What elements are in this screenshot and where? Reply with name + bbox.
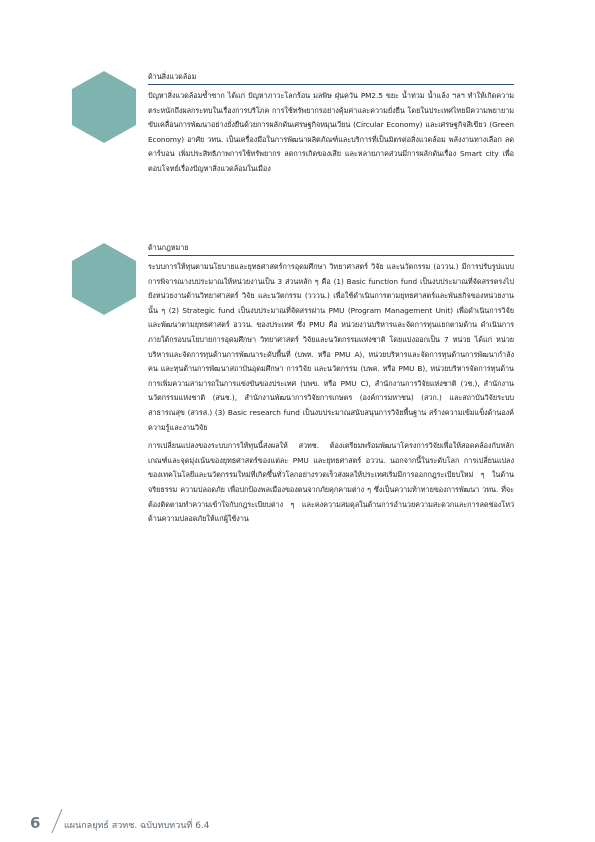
slash-divider-icon <box>50 808 64 834</box>
section-law <box>148 243 514 527</box>
section-environment <box>148 72 514 177</box>
paragraph-law-2: การเปลี่ยนแปลงของระบบการให้ทุนนี้ส่งผลให้ สวทช. ต้องเตรียมพร้อมพัฒนาโครงการวิจัยเพื่อให้สอดคล้องกับหลักเกณฑ์และจุดมุ่งเน้นของยุทธศาสตร์ของแต่ละ PMU และยุทธศาสตร์ อววน. นอกจากนี้ในระดับโลก การเปลี่ยนแปลงของเทคโนโลยีและนวัตกรรมใหม่ที่เกิดขึ้นทั่วโลกอย่างรวดเร็วส่งผลให้ประเทศเริ่มมีการออกกฎระเบียบใหม่ ๆ ในด้านจริยธรรม ความปลอดภัย เพื่อปกป้องพลเมืองของตนจากภัยคุกคามต่าง ๆ ซึ่งเป็นความท้าทายของการพัฒนา วทน. ที่จะต้องติดตามทำความเข้าใจกับกฎระเบียบต่าง ๆ และคงความสมดุลในด้านการอำนวยความสะดวกและการลดช่องโหว่ด้านความปลอดภัยให้แก่ผู้ใช้งาน <box>148 441 514 524</box>
paragraph-law-1: ระบบการให้ทุนตามนโยบายและยุทธศาสตร์การอุดมศึกษา วิทยาศาสตร์ วิจัย และนวัตกรรม (อววน.) มีการปรับรูปแบบการพิจารณางบประมาณให้หน่วยงานเป็น 3 ส่วนหลัก ๆ คือ (1) Basic function fund เป็นงบประมาณที่จัดสรรตรงไปยังหน่วยงานด้านวิทยาศาสตร์ วิจัย และนวัตกรรม (วววน.) เพื่อใช้ดำเนินการตามยุทธศาสตร์และพันธกิจของหน่วยงานนั้น ๆ (2) Strategic fund เป็นงบประมาณที่จัดสรรผ่าน PMU (Program Management Unit) เพื่อดำเนินการวิจัยและพัฒนาตามยุทธศาสตร์ อววน. ของประเทศ ซึ่ง PMU คือ หน่วยงานบริหารและจัดการทุนแยกตามด้าน ดำเนินการภายใต้กรอบนโยบายการอุดมศึกษา วิทยาศาสตร์ วิจัยและนวัตกรรมแห่งชาติ โดยแบ่งออกเป็น 7 หน่วย ได้แก่ หน่วยบริหารและจัดการทุนด้านการพัฒนาระดับพื้นที่ (บพท. หรือ PMU A), หน่วยบริหารและจัดการทุนด้านการพัฒนากำลังคน และทุนด้านการพัฒนาสถาบันอุดมศึกษา การวิจัย และนวัตกรรม (บพค. หรือ PMU B), หน่วยบริหารจัดการทุนด้านการเพิ่มความสามารถในการแข่งขันของประเทศ (บพข. หรือ PMU C), สำนักงานการวิจัยแห่งชาติ (วช.), สำนักงานนวัตกรรมแห่งชาติ (สนช.), สำนักงานพัฒนาการวิจัยการเกษตร (องค์การมหาชน) (สวก.) และสถาบันวิจัยระบบสาธารณสุข (สวรส.) (3) Basic research fund เป็นงบประมาณสนับสนุนการวิจัยพื้นฐาน สร้างความเข้มแข็งด้านองค์ความรู้และงานวิจัย <box>148 262 514 432</box>
section-title-law: ด้านกฎหมาย <box>148 243 189 252</box>
section-divider <box>148 255 514 256</box>
paragraph-environment: ปัญหาสิ่งแวดล้อมซ้ำซาก ได้แก่ ปัญหาภาวะโลกร้อน มลพิษ ฝุ่นควัน PM2.5 ขยะ น้ำท่วม น้ำแล้ง ฯลฯ ทำให้เกิดความตระหนักถึงผลกระทบในเรื่องการบริโภค การใช้ทรัพยากรอย่างคุ้มค่าและความยั่งยืน โดยในประเทศไทยมีความพยายามขับเคลื่อนการพัฒนาอย่างยั่งยืนด้วยการผลักดันเศรษฐกิจหมุนเวียน (Circular Economy) และเศรษฐกิจสีเขียว (Green Economy) อาศัย วทน. เป็นเครื่องมือในการพัฒนาผลิตภัณฑ์และบริการที่เป็นมิตรต่อสิ่งแวดล้อม พลังงานทางเลือก ลดคาร์บอน เพิ่มประสิทธิภาพการใช้ทรัพยากร ลดการเกิดของเสีย และหลายภาคส่วนมีการผลักดันเรื่อง Smart city เพื่อตอบโจทย์เรื่องปัญหาสิ่งแวดล้อมในเมือง <box>148 91 514 173</box>
section-divider <box>148 84 514 85</box>
page-footer <box>30 814 290 838</box>
footer-title: แผนกลยุทธ์ สวทช. ฉบับทบทวนที่ 6.4 <box>64 821 210 831</box>
section-title-environment: ด้านสิ่งแวดล้อม <box>148 72 197 81</box>
hexagon-decoration-environment <box>72 71 136 143</box>
page-number: 6 <box>30 814 41 832</box>
hexagon-decoration-law <box>72 243 136 315</box>
